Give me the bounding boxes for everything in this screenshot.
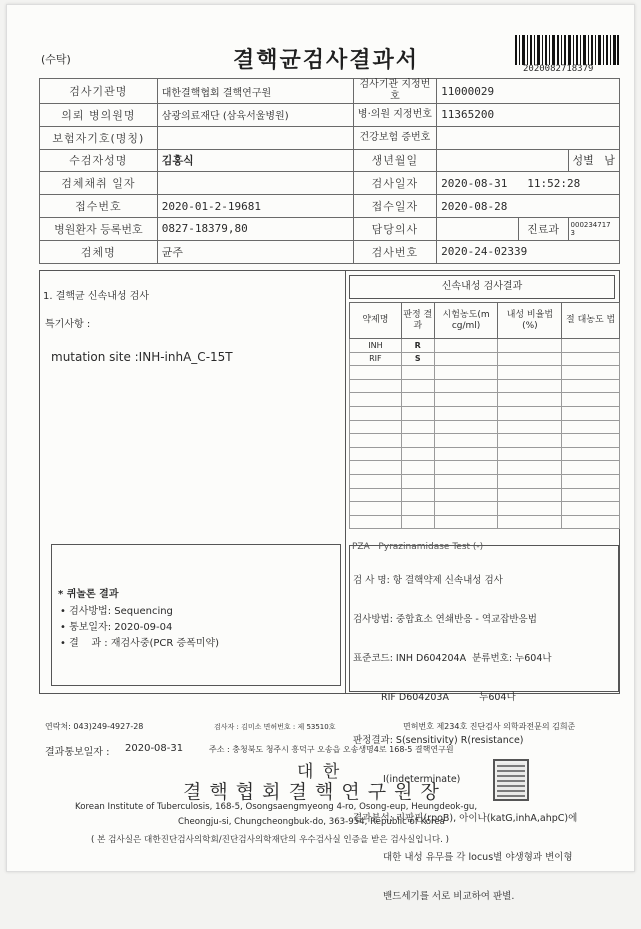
method-judgement: 판정결과: S(sensitivity) R(resistance): [353, 735, 524, 746]
agency-code-value: 11000029: [437, 79, 620, 104]
table-row: [350, 352, 620, 366]
quinolone-report-date: • 통보일자: 2020-09-04: [60, 622, 173, 633]
method-analysis-1: 결과분석: 리팜핀(rpoB), 아이나(katG,inhA,ahpC)에: [353, 813, 578, 824]
quinolone-result: • 결 과 : 재검사중(PCR 증폭미약): [60, 638, 220, 649]
license-info: 면허번호 제234호 진단검사 의학과전문의 김희준: [403, 722, 576, 731]
drug-name: RIF: [350, 352, 402, 366]
reg-no-value: 0827-18379,80: [157, 217, 353, 240]
form-tag: (수탁): [41, 53, 71, 66]
document-title: 결핵균검사결과서: [233, 48, 420, 73]
vertical-divider: [345, 270, 346, 694]
barcode: [515, 35, 619, 65]
quinolone-title: * 퀴놀론 결과: [58, 589, 119, 600]
drug-result-table: [349, 302, 620, 529]
address-english-1: Korean Institute of Tuberculosis, 168-5, Osongsaengmyeong 4-ro, Osong-eup, Heungdeok-gu,: [75, 802, 478, 812]
contact-phone: 연락처: 043)249-4927-28: [45, 722, 144, 731]
card-label: 건강보험 증번호: [353, 126, 437, 149]
test-date-label: 검사일자: [353, 172, 437, 195]
col-result: 판정 결과: [401, 303, 434, 339]
examiner-info: 검사자 : 김미소 면허번호 : 제 53510호: [214, 723, 336, 731]
dept-label: 진료과: [518, 217, 568, 240]
agency-label: 검사기관명: [40, 79, 158, 104]
drug-name: INH: [350, 339, 402, 353]
col-drug: 약제명: [350, 303, 402, 339]
address-korean: 주소 : 충청북도 청주시 흥덕구 오송읍 오송생명4로 168-5 결핵연구원: [209, 745, 454, 754]
name-label: 수검자성명: [40, 149, 158, 172]
doctor-label: 담당의사: [353, 217, 437, 240]
document-page: [6, 4, 635, 902]
pza-overlap-text: PZA Pyrazinamidase Test (-): [352, 542, 484, 552]
clinic-value: 삼광의료재단 (삼육서울병원): [157, 104, 353, 127]
test-date-value: 2020-08-31 11:52:28: [437, 172, 620, 195]
remarks-label: 특기사항 :: [45, 319, 91, 330]
org-country: 대 한: [297, 762, 342, 782]
barcode-number: 2020082718379: [523, 64, 594, 74]
collect-value: [157, 172, 353, 195]
certification-note: ( 본 검사실은 대한진단검사의학회/진단검사의학재단의 우수검사실 인증을 받은 검사실입니다. ): [91, 835, 449, 845]
receipt-no-label: 접수번호: [40, 195, 158, 218]
notify-label: 결과통보일자 :: [45, 747, 110, 758]
doctor-value: [437, 217, 518, 240]
clinic-code-value: 11365200: [437, 104, 620, 127]
table-row: [350, 339, 620, 353]
address-english-2: Cheongju-si, Chungcheongbuk-do, 363-954, Republic of Korea: [178, 817, 445, 827]
patient-info-table: [39, 78, 620, 264]
receipt-no-value: 2020-01-2-19681: [157, 195, 353, 218]
col-concentration: 시험농도(m cg/ml): [434, 303, 498, 339]
card-value: [437, 126, 620, 149]
official-seal: [493, 759, 529, 801]
quinolone-box: [51, 544, 341, 686]
reg-no-label: 병원환자 등록번호: [40, 217, 158, 240]
receipt-date-label: 접수일자: [353, 195, 437, 218]
receipt-date-value: 2020-08-28: [437, 195, 620, 218]
method-test-name: 검 사 명: 항 결핵약제 신속내성 검사: [353, 575, 503, 586]
method-code-inh: 표준코드: INH D604204A 분류번호: 누604나: [353, 653, 552, 664]
section-title: 1. 결핵균 신속내성 검사: [43, 291, 150, 302]
clinic-label: 의뢰 병의원명: [40, 104, 158, 127]
method-analysis-2: 대한 내성 유무를 각 locus별 야생형과 변이형: [383, 852, 573, 863]
sex-label: 성별: [572, 154, 594, 168]
specimen-label: 검체명: [40, 240, 158, 263]
name-value: 김홍식: [157, 149, 353, 172]
sex-value: 남: [604, 154, 615, 168]
agency-code-label: 검사기관 지정번호: [353, 79, 437, 104]
test-no-value: 2020-24-02339: [437, 240, 620, 263]
method-code-rif: RIF D604203A 누604나: [381, 692, 516, 703]
method-procedure: 검사방법: 중합효소 연쇄반응 - 역교잡반응법: [353, 614, 537, 625]
insurance-label: 보험자기호(명칭): [40, 126, 158, 149]
notify-date: 2020-08-31: [125, 743, 184, 754]
col-absolute: 절 대농도 법: [562, 303, 620, 339]
clinic-code-label: 병·의원 지정번호: [353, 104, 437, 127]
col-proportion: 내성 비율법(%): [498, 303, 562, 339]
rapid-result-title: 신속내성 검사결과: [349, 275, 615, 299]
org-name: 결 핵 협 회 결 핵 연 구 원 장: [183, 781, 440, 803]
insurance-value: [157, 126, 353, 149]
method-analysis-3: 밴드세기를 서로 비교하여 판별.: [383, 891, 515, 902]
collect-label: 검체채취 일자: [40, 172, 158, 195]
test-no-label: 검사번호: [353, 240, 437, 263]
birth-label: 생년월일: [353, 149, 437, 172]
mutation-text: mutation site :INH-inhA_C-15T: [51, 350, 233, 364]
drug-result: R: [401, 339, 434, 353]
dept-value: 000234717 3: [568, 217, 619, 240]
quinolone-method: • 검사방법: Sequencing: [60, 606, 173, 617]
method-judgement-2: I(indeterminate): [383, 774, 461, 785]
agency-value: 대한결핵협회 결핵연구원: [157, 79, 353, 104]
birth-value: [437, 149, 568, 172]
drug-result: S: [401, 352, 434, 366]
specimen-value: 균주: [157, 240, 353, 263]
